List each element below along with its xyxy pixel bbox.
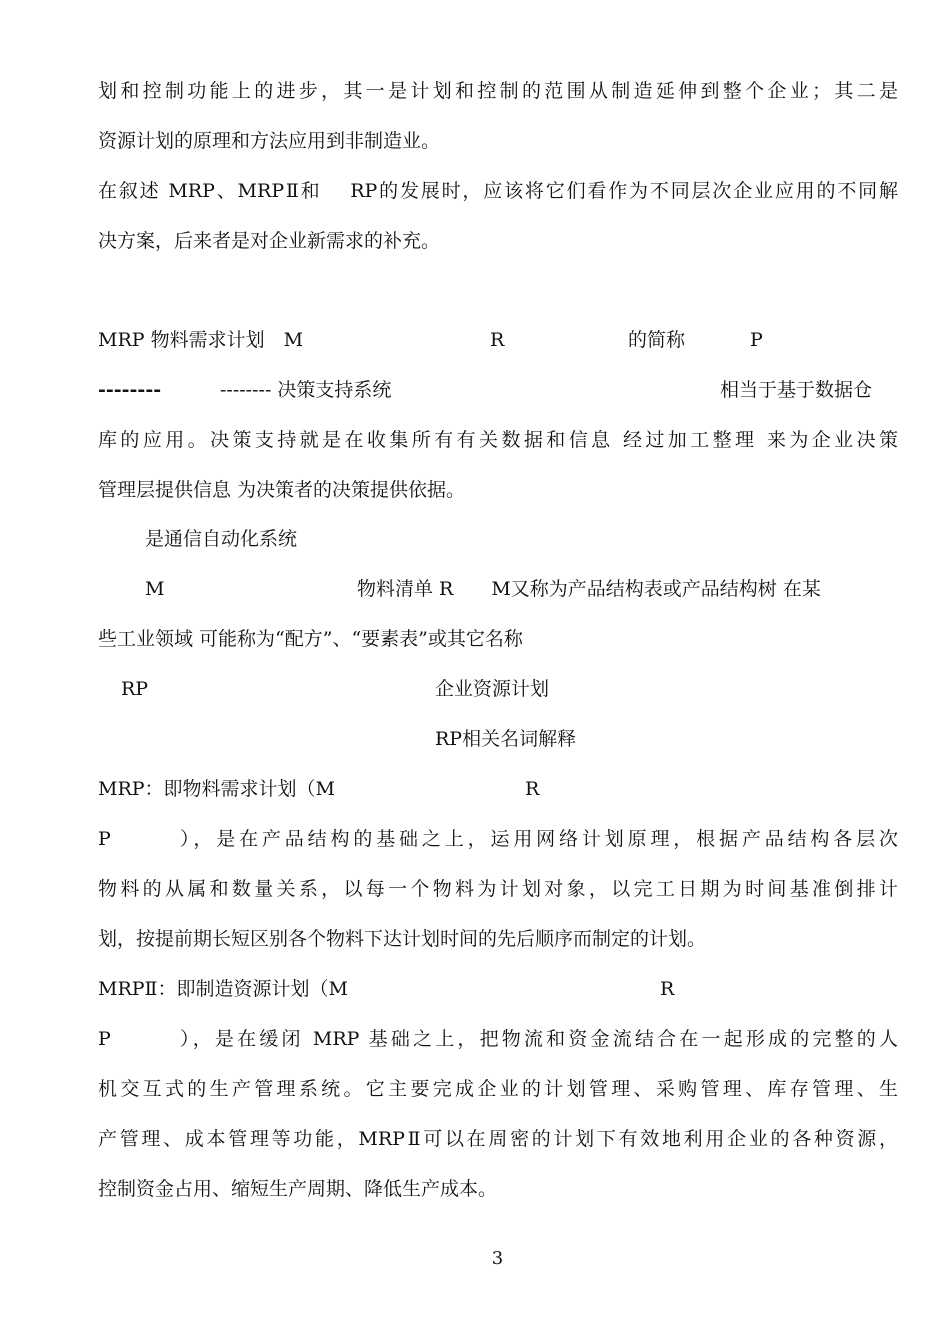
section-heading: RP相关名词解释 (435, 728, 577, 750)
paragraph-line: 划，按提前期长短区别各个物料下达计划时间的先后顺序而制定的计划。 (98, 928, 707, 950)
paragraph-line: 机交互式的生产管理系统。它主要完成企业的计划管理、采购管理、库存管理、生 (98, 1078, 898, 1100)
paragraph-line: 资源计划的原理和方法应用到非制造业。 (98, 130, 441, 152)
mrp-definition-r: R (490, 329, 505, 351)
paragraph-line: ），是在产品结构的基础之上，运用网络计划原理，根据产品结构各层次 (180, 828, 898, 850)
paragraph-line: 决方案，后来者是对企业新需求的补充。 (98, 230, 441, 252)
mrp-definition-p: P (750, 329, 763, 351)
mrp-definition-term: MRP 物料需求计划 M (98, 329, 304, 351)
dss-dash: -------- (98, 379, 162, 401)
page-number: 3 (491, 1248, 504, 1269)
paragraph-line: 划和控制功能上的进步，其一是计划和控制的范围从制造延伸到整个企业；其二是 (98, 80, 898, 102)
paragraph-line: 在叙述 MRP、MRPⅡ和 RP的发展时，应该将它们看作为不同层次企业应用的不同解 (98, 180, 898, 202)
bom-definition: 物料清单 R M又称为产品结构表或产品结构树 在某 (357, 578, 821, 600)
erp-rp: RP (121, 678, 149, 700)
paragraph-line: ），是在缓闭 MRP 基础之上，把物流和资金流结合在一起形成的完整的人 (180, 1028, 898, 1050)
paragraph-line: 物料的从属和数量关系，以每一个物料为计划对象，以完工日期为时间基准倒排计 (98, 878, 898, 900)
dss-term: -------- 决策支持系统 (220, 379, 392, 401)
oa-definition: 是通信自动化系统 (145, 528, 298, 550)
mrp2-term-p: P (98, 1028, 111, 1050)
paragraph-line: 产管理、成本管理等功能，MRPⅡ可以在周密的计划下有效地利用企业的各种资源， (98, 1128, 898, 1150)
paragraph-line: 些工业领域 可能称为“配方”、“要素表”或其它名称 (98, 628, 523, 650)
erp-definition: 企业资源计划 (435, 678, 550, 700)
bom-m: M (145, 578, 165, 600)
mrp-term-label: MRP：即物料需求计划（M (98, 778, 335, 800)
paragraph-line: 控制资金占用、缩短生产周期、降低生产成本。 (98, 1178, 498, 1200)
paragraph-line: 库的应用。决策支持就是在收集所有有关数据和信息 经过加工整理 来为企业决策 (98, 429, 898, 451)
dss-tail: 相当于基于数据仓 (720, 379, 873, 401)
mrp2-term-label: MRPⅡ：即制造资源计划（M (98, 978, 348, 1000)
paragraph-line: 管理层提供信息 为决策者的决策提供依据。 (98, 479, 466, 501)
mrp-term-p: P (98, 828, 111, 850)
mrp-term-r: R (525, 778, 540, 800)
mrp-definition-abbr: 的简称 (628, 329, 686, 351)
mrp2-term-r: R (660, 978, 675, 1000)
